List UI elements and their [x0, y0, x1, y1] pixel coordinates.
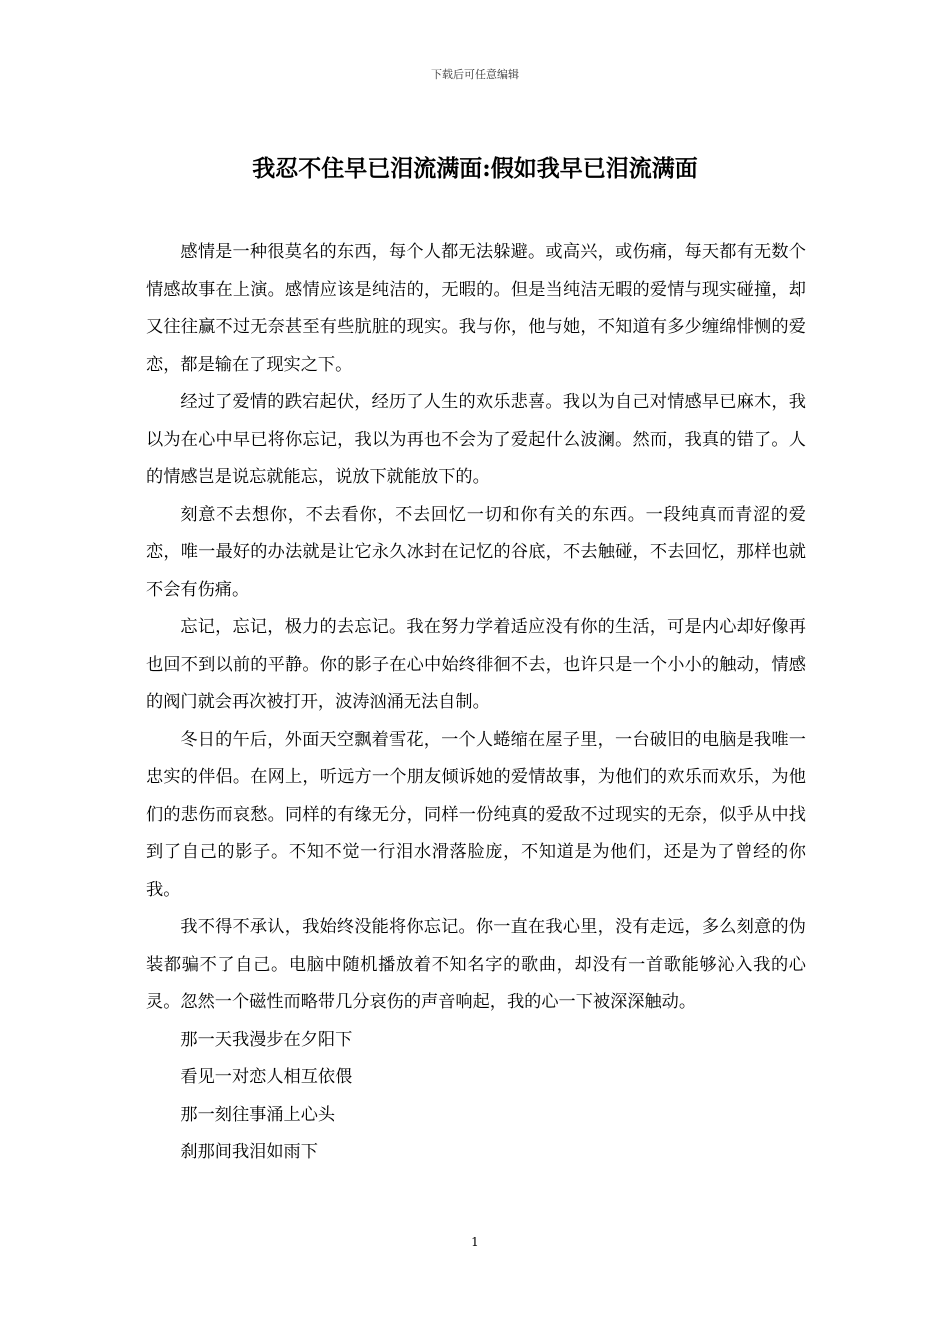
body-paragraph: 冬日的午后，外面天空飘着雪花，一个人蜷缩在屋子里，一台破旧的电脑是我唯一忠实的伴侣。在网上，听远方一个朋友倾诉她的爱情故事，为他们的欢乐而欢乐，为他们的悲伤而哀愁。同样的有缘无分，同样一份纯真的爱敌不过现实的无奈，似乎从中找到了自己的影子。不知不觉一行泪水滑落脸庞，不知道是为他们，还是为了曾经的你我。	[146, 729, 806, 900]
lyric-line: 那一刻往事涌上心头	[180, 1104, 336, 1125]
body-paragraph: 刻意不去想你，不去看你，不去回忆一切和你有关的东西。一段纯真而青涩的爱恋，唯一最好的办法就是让它永久冰封在记忆的谷底，不去触碰，不去回忆，那样也就不会有伤痛。	[146, 504, 806, 600]
body-paragraph: 经过了爱情的跌宕起伏，经历了人生的欢乐悲喜。我以为自己对情感早已麻木，我以为在心中早已将你忘记，我以为再也不会为了爱起什么波澜。然而，我真的错了。人的情感岂是说忘就能忘，说放下就能放下的。	[146, 392, 806, 487]
page-number: 1	[471, 1235, 479, 1249]
document-body	[146, 234, 806, 1172]
body-paragraph: 我不得不承认，我始终没能将你忘记。你一直在我心里，没有走远，多么刻意的伪装都骗不了自己。电脑中随机播放着不知名字的歌曲，却没有一首歌能够沁入我的心灵。忽然一个磁性而略带几分哀伤的声音响起，我的心一下被深深触动。	[146, 917, 806, 1012]
header-note: 下载后可任意编辑	[431, 68, 519, 81]
lyric-line: 刹那间我泪如雨下	[180, 1142, 318, 1162]
lyric-line: 看见一对恋人相互依偎	[180, 1067, 353, 1087]
document-title: 我忍不住早已泪流满面:假如我早已泪流满面	[252, 155, 698, 182]
lyric-line: 那一天我漫步在夕阳下	[180, 1029, 353, 1050]
body-paragraph: 感情是一种很莫名的东西，每个人都无法躲避。或高兴，或伤痛，每天都有无数个情感故事在上演。感情应该是纯洁的，无暇的。但是当纯洁无暇的爱情与现实碰撞，却又往往赢不过无奈甚至有些肮脏的现实。我与你，他与她，不知道有多少缠绵悱恻的爱恋，都是输在了现实之下。	[146, 242, 806, 375]
body-paragraph: 忘记，忘记，极力的去忘记。我在努力学着适应没有你的生活，可是内心却好像再也回不到以前的平静。你的影子在心中始终徘徊不去，也许只是一个小小的触动，情感的阀门就会再次被打开，波涛汹涌无法自制。	[146, 617, 806, 712]
